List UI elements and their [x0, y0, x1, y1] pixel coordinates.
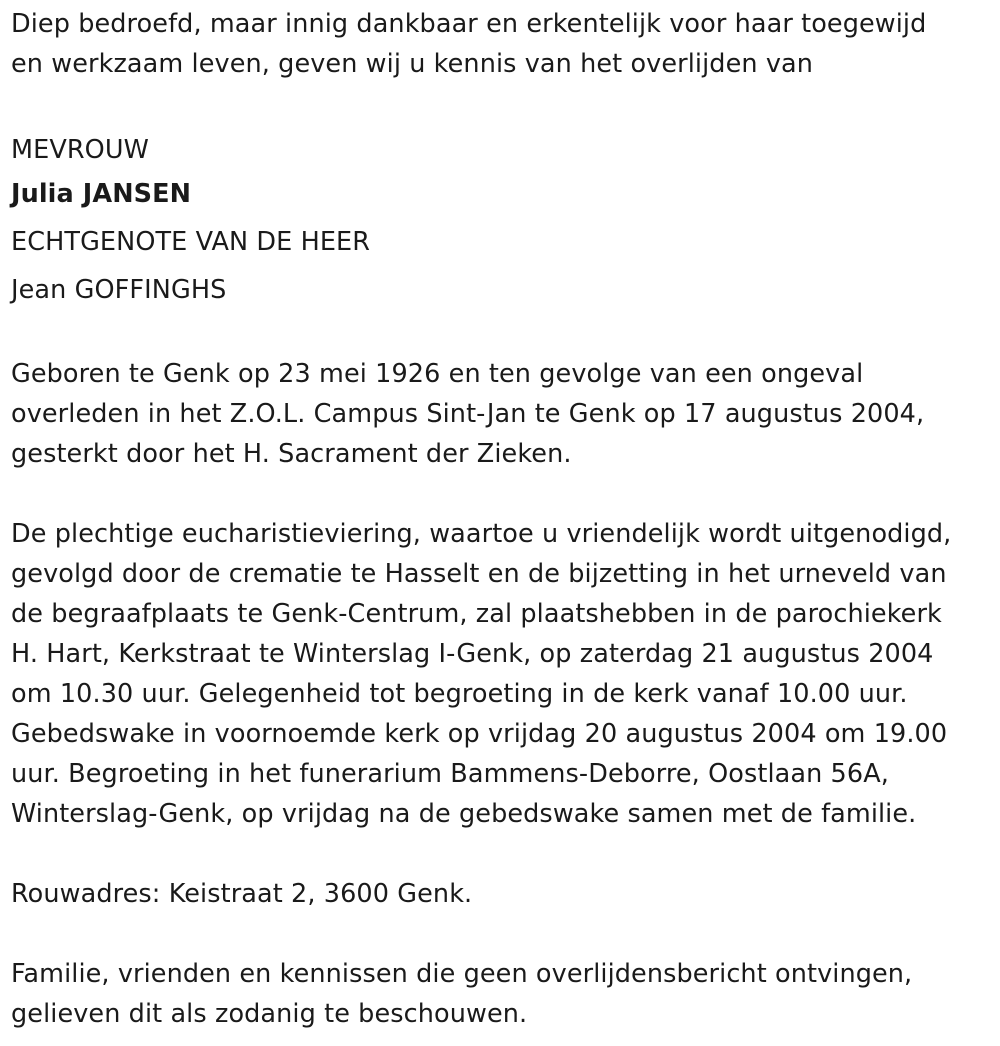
- birth-death-line: overleden in het Z.O.L. Campus Sint-Jan te Genk op 17 augustus 2004,: [11, 399, 925, 429]
- paragraph-gap: [11, 914, 996, 954]
- person-title: MEVROUW: [11, 135, 149, 165]
- person-relation: ECHTGENOTE VAN DE HEER: [11, 227, 371, 257]
- ceremony-line: Gebedswake in voornoemde kerk op vrijdag 20 augustus 2004 om 19.00: [11, 719, 948, 749]
- paragraph-gap: [11, 474, 996, 514]
- obituary-notice: [11, 4, 996, 1034]
- person-block: [11, 130, 996, 314]
- ceremony-line: Winterslag-Genk, op vrijdag na de gebedswake samen met de familie.: [11, 799, 917, 829]
- ceremony-line: uur. Begroeting in het funerarium Bammens-Deborre, Oostlaan 56A,: [11, 759, 889, 789]
- ceremony-line: De plechtige eucharistieviering, waartoe u vriendelijk wordt uitgenodigd,: [11, 519, 952, 549]
- closing-paragraph: [11, 954, 996, 1034]
- intro-line: en werkzaam leven, geven wij u kennis van het overlijden van: [11, 49, 814, 79]
- paragraph-gap: [11, 84, 996, 124]
- person-name: Julia JANSEN: [11, 179, 192, 209]
- address-paragraph: [11, 874, 996, 914]
- paragraph-gap: [11, 834, 996, 874]
- mourning-address: Rouwadres: Keistraat 2, 3600 Genk.: [11, 879, 473, 909]
- ceremony-paragraph: [11, 514, 996, 834]
- paragraph-gap: [11, 314, 996, 354]
- ceremony-line: om 10.30 uur. Gelegenheid tot begroeting in de kerk vanaf 10.00 uur.: [11, 679, 908, 709]
- birth-death-paragraph: [11, 354, 996, 474]
- intro-paragraph: [11, 4, 996, 84]
- closing-line: gelieven dit als zodanig te beschouwen.: [11, 999, 528, 1029]
- closing-line: Familie, vrienden en kennissen die geen overlijdensbericht ontvingen,: [11, 959, 913, 989]
- intro-line: Diep bedroefd, maar innig dankbaar en erkentelijk voor haar toegewijd: [11, 9, 927, 39]
- ceremony-line: de begraafplaats te Genk-Centrum, zal plaatshebben in de parochiekerk: [11, 599, 942, 629]
- ceremony-line: H. Hart, Kerkstraat te Winterslag I-Genk, op zaterdag 21 augustus 2004: [11, 639, 934, 669]
- birth-death-line: gesterkt door het H. Sacrament der Zieken.: [11, 439, 572, 469]
- ceremony-line: gevolgd door de crematie te Hasselt en de bijzetting in het urneveld van: [11, 559, 947, 589]
- birth-death-line: Geboren te Genk op 23 mei 1926 en ten gevolge van een ongeval: [11, 359, 864, 389]
- spouse-name: Jean GOFFINGHS: [11, 275, 227, 305]
